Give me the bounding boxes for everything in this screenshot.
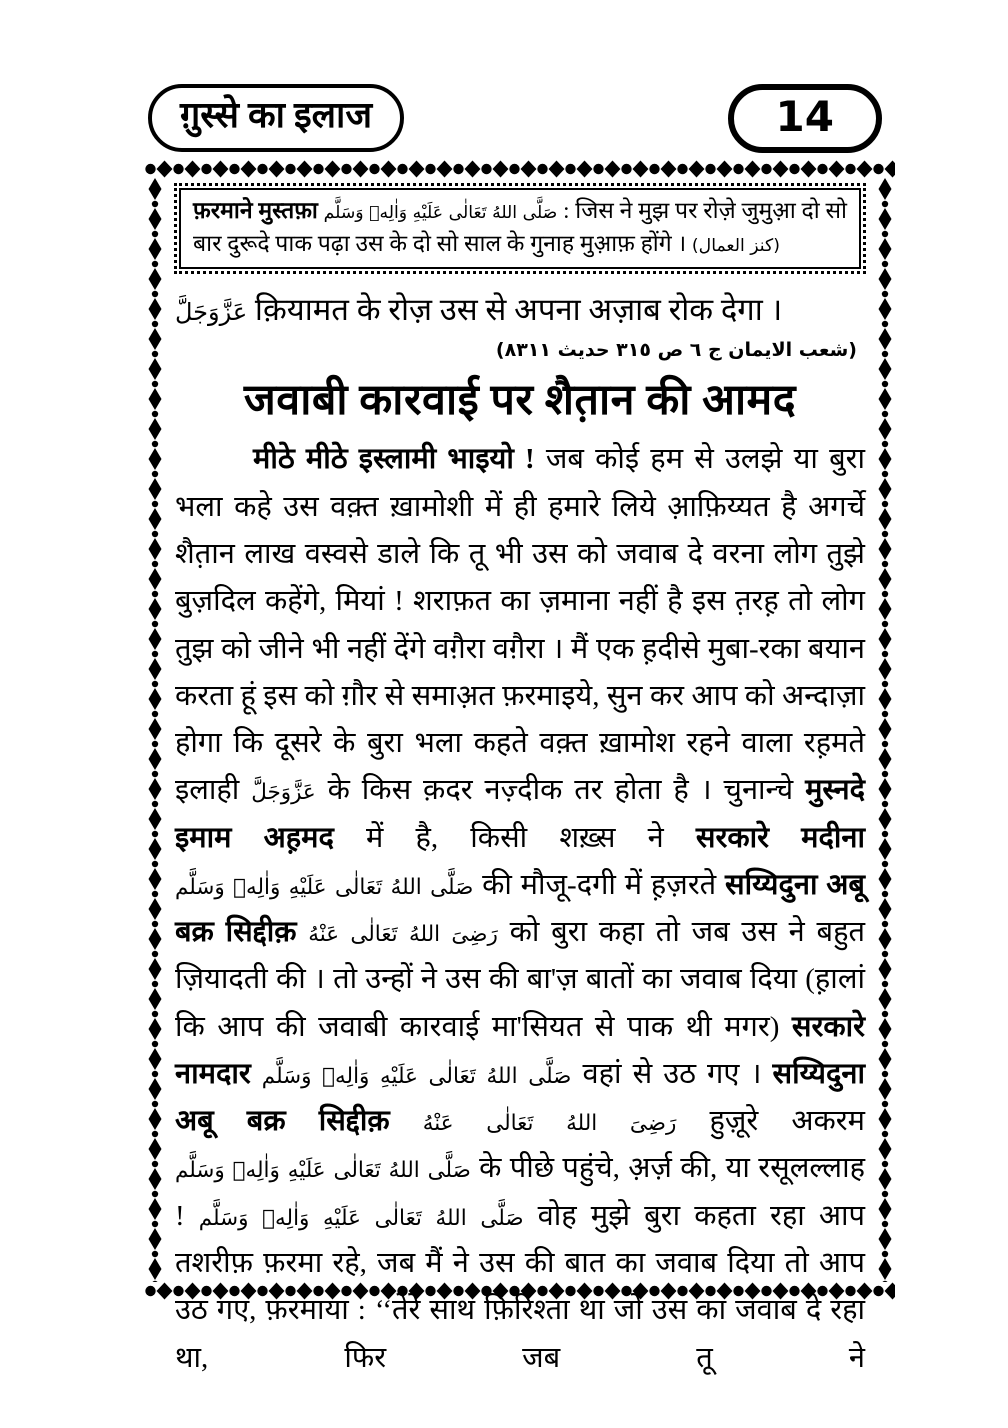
border-pattern-top-icon — [145, 158, 895, 180]
hadith-lead: फ़रमाने मुस्तफ़ा — [193, 198, 324, 223]
border-pattern-left-icon — [145, 178, 165, 1282]
hadith-source: (کنز العمال) — [691, 236, 780, 257]
text-segment: जब कोई हम से उलझे या बुरा भला कहे उस वक़्त ख़ामोशी में ही हमारे लिये आ़फ़िय्यत है अगर्चे शैत़ान लाख वस्वसे डाले कि तू भी उस को जवाब दे वरना लोग तुझे बुज़दिल कहेंगे, मियां ! शराफ़त का ज़माना नहीं है इस त़रह़ तो लोग तुझ को जीने भी नहीं देंगे वग़ैरा वग़ैरा । मैं एक ह़दीसे मुबा-रका बयान करता हूं इस को ग़ौर से समाअ़त फ़रमाइये, सुन कर आप को अन्दाज़ा होगा कि दूसरे के बुरा भला कहते वक़्त ख़ामोश रहने वाला रह़मते इलाही — [175, 443, 866, 807]
section-heading: जवाबी कारवाई पर शैत़ान की आमद — [243, 377, 797, 425]
text-segment: صَلَّى اللهُ تَعَالٰى عَلَيْهِ وَاٰلِهٖ وَسَلَّم — [261, 1063, 572, 1089]
hadith-box — [179, 188, 861, 269]
text-segment: सरकारे मदीना — [695, 821, 865, 854]
body-paragraph — [175, 436, 865, 1381]
page-number: 14 — [775, 91, 834, 141]
text-segment: صَلَّى اللهُ تَعَالٰى عَلَيْهِ وَاٰلِهٖ وَسَلَّم — [175, 1158, 471, 1184]
hadith-text: : जिस ने मुझ पर रोज़े जुमुआ़ दो सो बार दुरूदे पाक पढ़ा उस के दो सो साल के गुनाह मुआ़फ़ होंगे । — [193, 198, 847, 257]
text-segment: की मौजू-दगी में ह़ज़रते — [473, 868, 726, 901]
salat-arabic: صَلَّى اللهُ تَعَالٰى عَلَيْهِ وَاٰلِهٖ وَسَلَّم — [323, 203, 558, 223]
content-area — [175, 184, 866, 1374]
text-segment: हुज़ूरे अकरम — [676, 1105, 865, 1138]
text-segment: वोह मुझे बुरा कहता रहा आप तशरीफ़ फ़रमा रहे, जब मैं ने उस की बात का जवाब दिया तो आप उठ गए, फ़रमाया : ‘‘तेरे साथ फ़िरिश्ता था जो उस का जवाब दे रहा था, फिर जब तू ने — [175, 1199, 865, 1374]
intro-text: क़ियामत के रोज़ उस से अपना अज़ाब रोक देगा । — [247, 291, 783, 327]
text-segment: सय्यिदुना अबू बक्र सिद्दीक़ — [175, 868, 865, 949]
text-segment: वहां से उठ गए । — [571, 1057, 773, 1090]
decorative-border-frame — [145, 158, 895, 1374]
text-segment: صَلَّى اللهُ تَعَالٰى عَلَيْهِ وَاٰلِهٖ وَسَلَّم — [175, 874, 474, 900]
border-pattern-right-icon — [875, 178, 895, 1282]
text-segment: मीठे मीठे इस्लामी भाइयो ! — [253, 443, 546, 476]
text-segment: सरकारे नामदार — [175, 1010, 865, 1090]
azzawajal-arabic: عَزَّوَجَلَّ — [175, 297, 248, 326]
text-segment: में है, किसी शख़्स ने — [333, 821, 696, 854]
text-segment: के किस क़दर नज़्दीक तर होता है । चुनान्चे — [315, 774, 806, 807]
text-segment: मुस्नदे इमाम अह़मद — [175, 774, 865, 854]
hadith-citation: (شعب الایمان ج ٦ ص ٣١٥ حدیث ٨٣١١) — [495, 339, 857, 362]
page-header — [148, 82, 882, 154]
page-number-pill — [728, 84, 882, 153]
text-segment: صَلَّى اللهُ تَعَالٰى عَلَيْهِ وَاٰلِهٖ وَسَلَّم — [198, 1205, 524, 1231]
text-segment: सय्यिदुना अबू बक्र सिद्दीक़ — [175, 1057, 865, 1138]
intro-line — [175, 287, 865, 334]
text-segment: को बुरा कहा तो जब उस ने बहुत ज़ियादती की । तो उन्हों ने उस की बा'ज़ बातों का जवाब दिया (ह़ालां कि आप की जवाबी कारवाई मा'सियत से पाक थी मगर) — [175, 916, 866, 1043]
text-segment: के पीछे पहुंचे, अ़र्ज़ की, या रसूलल्लाह ! — [175, 1152, 866, 1232]
book-title: ग़ुस्से का इलाज — [180, 95, 373, 136]
text-segment: رَضِىَ اللهُ تَعَالٰى عَنْهُ — [308, 922, 498, 948]
book-title-pill — [148, 84, 404, 151]
text-segment: عَزَّوَجَلَّ — [251, 780, 316, 806]
text-segment: رَضِىَ اللهُ تَعَالٰى عَنْهُ — [422, 1111, 677, 1137]
